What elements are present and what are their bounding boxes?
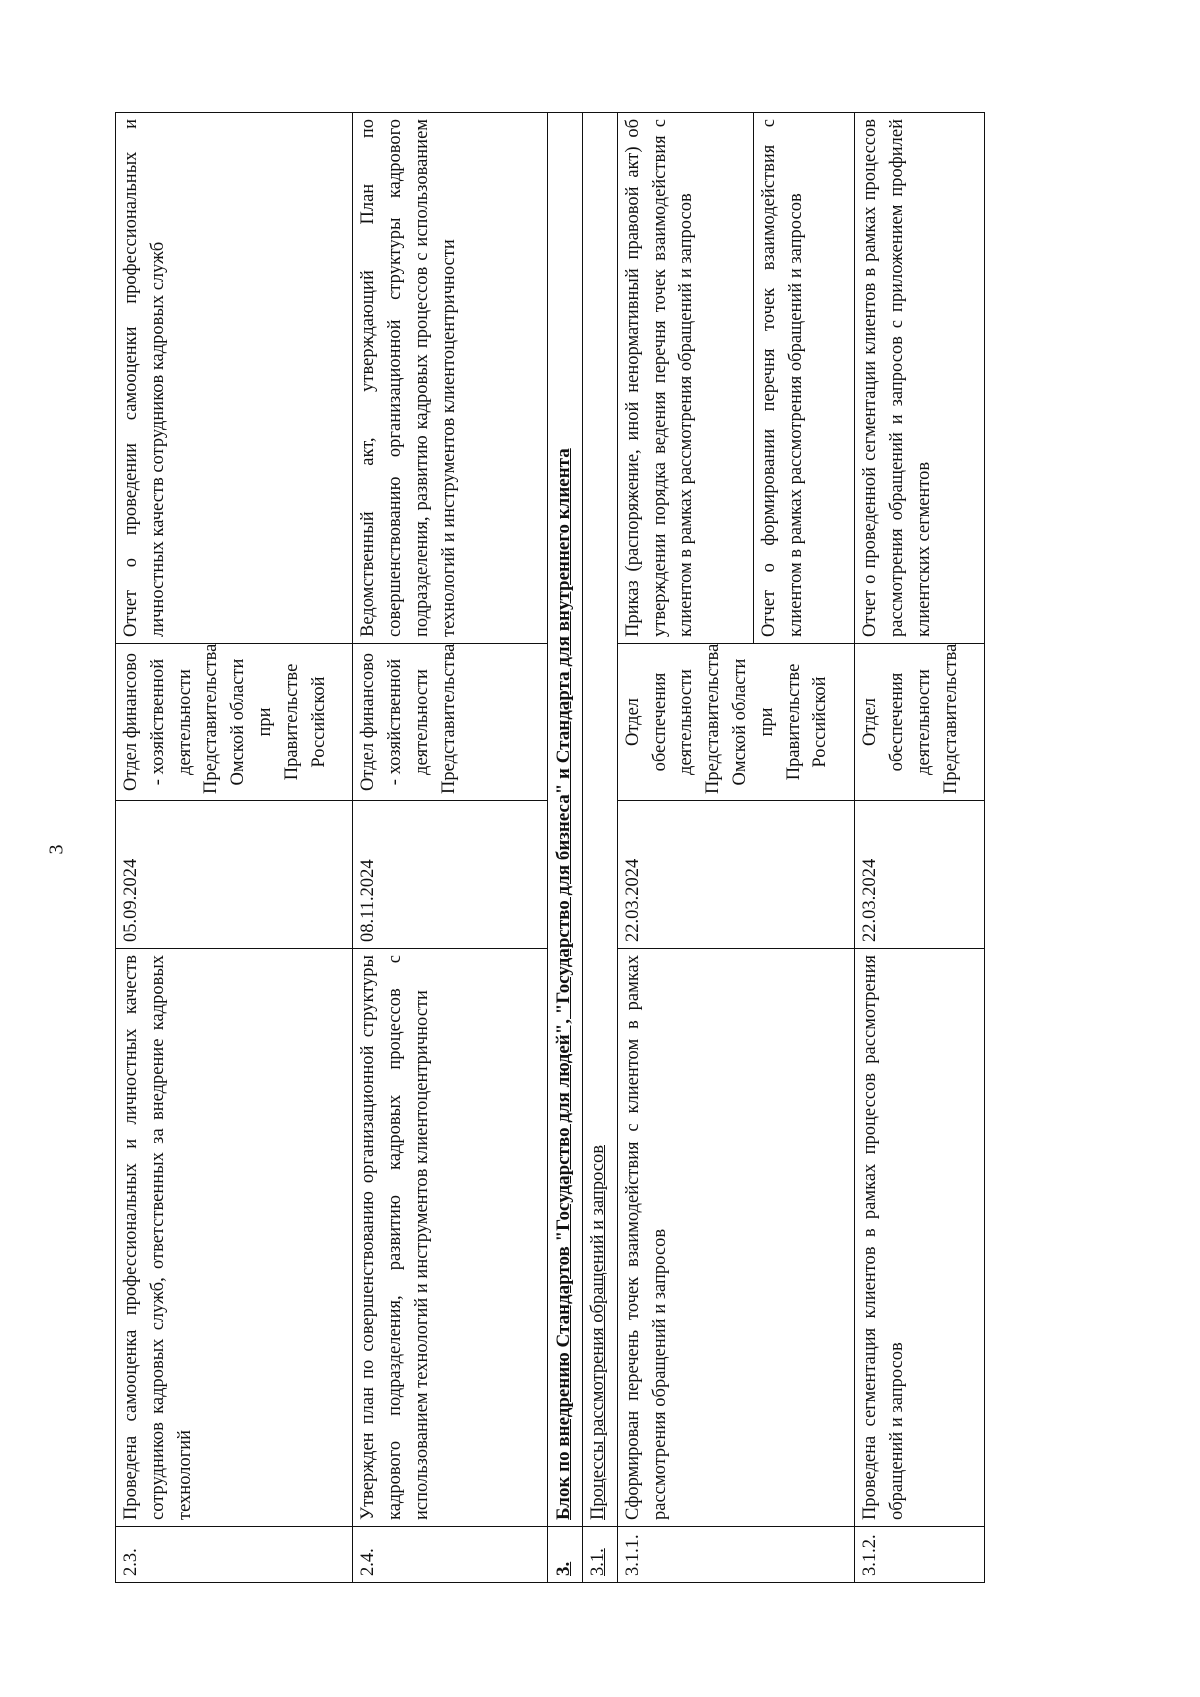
result-cell: Отчет о проведении самооценки профессиональных и личностных качеств сотрудников кадровых служб [116,113,353,644]
date-cell: 05.09.2024 [116,801,353,949]
table-row [617,113,753,1583]
task-cell: Сформирован перечень точек взаимодействия с клиентом в рамках рассмотрения обращений и запросов [617,949,854,1527]
section-number: 3. [548,1527,583,1583]
result-cell: Отчет о формировании перечня точек взаимодействия с клиентом в рамках рассмотрения обращений и запросов [754,113,855,644]
row-number: 2.3. [116,1527,353,1583]
table-row [855,113,985,1583]
task-cell: Утвержден план по совершенствованию организационной структуры кадрового подразделения, развитию кадровых процессов с использованием технологий и инструментов клиентоцентричности [353,949,548,1527]
plan-table [115,112,985,1583]
table-row [583,113,617,1583]
date-cell: 08.11.2024 [353,801,548,949]
responsible-cell: Отдел финансово - хозяйственной деятельности Представительства Омской области при Правительстве Российской [116,644,353,801]
responsible-cell: Отдел финансово - хозяйственной деятельности Представительства [353,644,548,801]
row-number: 3.1.1. [617,1527,854,1583]
table-row [353,113,548,1583]
responsible-cell: Отдел обеспечения деятельности Представительства [855,644,985,801]
row-number: 2.4. [353,1527,548,1583]
page-number: 3 [45,844,68,855]
result-cell: Отчет о проведенной сегментации клиентов в рамках процессов рассмотрения обращений и запросов с приложением профилей клиентских сегментов [855,113,985,644]
result-cell: Приказ (распоряжение, иной ненормативный правовой акт) об утверждении порядка ведения перечня точек взаимодействия с клиентом в рамках рассмотрения обращений и запросов [617,113,753,644]
result-cell: Ведомственный акт, утверждающий План по совершенствованию организационной структуры кадрового подразделения, развитию кадровых процессов с использованием технологий и инструментов клиентоцентричности [353,113,548,644]
responsible-cell: Отдел обеспечения деятельности Представительства Омской области при Правительстве Российской [617,644,854,801]
date-cell: 22.03.2024 [855,801,985,949]
subsection-number: 3.1. [583,1527,617,1583]
table-row [548,113,583,1583]
section-heading: Блок по внедрению Стандартов "Государство для людей", "Государство для бизнеса" и Стандарта для внутреннего клиента [548,113,583,1527]
table-row [116,113,353,1583]
task-cell: Проведена самооценка профессиональных и личностных качеств сотрудников кадровых служб, ответственных за внедрение кадровых технологий [116,949,353,1527]
rotated-page-content [115,113,985,1583]
subsection-heading: Процессы рассмотрения обращений и запросов [583,113,617,1527]
date-cell: 22.03.2024 [617,801,854,949]
task-cell: Проведена сегментация клиентов в рамках процессов рассмотрения обращений и запросов [855,949,985,1527]
row-number: 3.1.2. [855,1527,985,1583]
